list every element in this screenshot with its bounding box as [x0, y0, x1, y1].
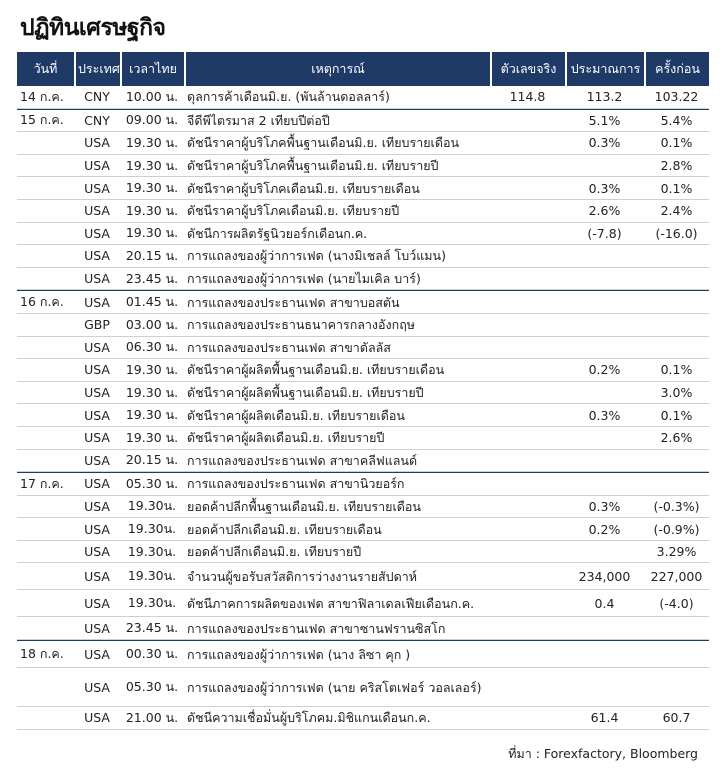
row-actual: [490, 590, 565, 617]
row-event: ดัชนีราคาผู้ผลิตพื้นฐานเดือนมิ.ย. เทียบรายปี: [184, 382, 490, 405]
row-date: [17, 617, 74, 640]
row-actual: 114.8: [490, 86, 565, 109]
source-note: ที่มา : Forexfactory, Bloomberg: [508, 746, 698, 761]
table-row: [17, 518, 709, 541]
row-country: USA: [74, 268, 120, 291]
row-time: 00.30 น.: [120, 640, 184, 668]
row-event: ดัชนีราคาผู้บริโภคเดือนมิ.ย. เทียบรายปี: [184, 200, 490, 223]
table-row: [17, 496, 709, 519]
table-row: [17, 337, 709, 360]
table-row: [17, 450, 709, 473]
row-time: 19.30 น.: [120, 155, 184, 178]
row-country: USA: [74, 337, 120, 360]
row-event: การแถลงของประธานเฟด สาขาคลีฟแลนด์: [184, 450, 490, 473]
row-time: 05.30 น.: [120, 472, 184, 496]
table-row: [17, 132, 709, 155]
row-event: ดัชนีราคาผู้ผลิตเดือนมิ.ย. เทียบรายเดือน: [184, 404, 490, 427]
row-date: [17, 668, 74, 707]
row-previous: (-16.0): [644, 223, 709, 246]
row-time: 23.45 น.: [120, 268, 184, 291]
row-country: GBP: [74, 314, 120, 337]
row-actual: [490, 132, 565, 155]
row-country: USA: [74, 177, 120, 200]
row-event: การแถลงของผู้ว่าการเฟด (นาง ลิซา คุก ): [184, 640, 490, 668]
row-date: [17, 314, 74, 337]
row-time: 19.30 น.: [120, 404, 184, 427]
row-actual: [490, 496, 565, 519]
row-date: [17, 382, 74, 405]
row-actual: [490, 359, 565, 382]
row-date: 18 ก.ค.: [17, 640, 74, 668]
row-actual: [490, 155, 565, 178]
row-date: 14 ก.ค.: [17, 86, 74, 109]
table-row: [17, 177, 709, 200]
table-row: [17, 359, 709, 382]
row-actual: [490, 617, 565, 640]
row-forecast: [565, 314, 644, 337]
row-previous: 3.29%: [644, 541, 709, 564]
row-forecast: 0.4: [565, 590, 644, 617]
row-event: จีดีพีไตรมาส 2 เทียบปีต่อปี: [184, 109, 490, 133]
row-date: [17, 223, 74, 246]
row-previous: 227,000: [644, 563, 709, 590]
row-country: USA: [74, 450, 120, 473]
row-date: [17, 541, 74, 564]
row-date: [17, 359, 74, 382]
row-previous: [644, 450, 709, 473]
table-row: [17, 290, 709, 314]
table-row: [17, 541, 709, 564]
row-previous: [644, 314, 709, 337]
row-country: USA: [74, 132, 120, 155]
row-event: ดัชนีราคาผู้บริโภคเดือนมิ.ย. เทียบรายเดือน: [184, 177, 490, 200]
table-row: [17, 563, 709, 590]
row-time: 06.30 น.: [120, 337, 184, 360]
row-event: การแถลงของประธานเฟด สาขานิวยอร์ก: [184, 472, 490, 496]
row-event: การแถลงของผู้ว่าการเฟด (นางมิเชลล์ โบว์แมน): [184, 245, 490, 268]
row-date: [17, 337, 74, 360]
row-previous: 0.1%: [644, 132, 709, 155]
row-event: ยอดค้าปลีกเดือนมิ.ย. เทียบรายเดือน: [184, 518, 490, 541]
row-forecast: 0.3%: [565, 132, 644, 155]
table-row: [17, 404, 709, 427]
row-time: 10.00 น.: [120, 86, 184, 109]
col-header-event: เหตุการณ์: [184, 52, 490, 86]
row-forecast: 0.3%: [565, 404, 644, 427]
row-time: 19.30 น.: [120, 427, 184, 450]
row-time: 19.30 น.: [120, 382, 184, 405]
row-date: [17, 200, 74, 223]
row-event: จำนวนผู้ขอรับสวัสดิการว่างงานรายสัปดาห์: [184, 563, 490, 590]
row-country: USA: [74, 290, 120, 314]
row-forecast: (-7.8): [565, 223, 644, 246]
row-date: 16 ก.ค.: [17, 290, 74, 314]
row-previous: 60.7: [644, 707, 709, 730]
row-forecast: 61.4: [565, 707, 644, 730]
row-forecast: 0.2%: [565, 518, 644, 541]
row-actual: [490, 223, 565, 246]
row-time: 19.30น.: [120, 563, 184, 590]
row-actual: [490, 200, 565, 223]
row-date: [17, 177, 74, 200]
row-date: [17, 427, 74, 450]
row-forecast: [565, 155, 644, 178]
row-time: 19.30น.: [120, 541, 184, 564]
table-row: [17, 427, 709, 450]
row-event: ดัชนีการผลิตรัฐนิวยอร์กเดือนก.ค.: [184, 223, 490, 246]
row-event: ยอดค้าปลีกเดือนมิ.ย. เทียบรายปี: [184, 541, 490, 564]
row-forecast: [565, 668, 644, 707]
row-time: 20.15 น.: [120, 450, 184, 473]
row-time: 01.45 น.: [120, 290, 184, 314]
row-country: USA: [74, 707, 120, 730]
row-time: 05.30 น.: [120, 668, 184, 707]
table-row: [17, 109, 709, 133]
row-event: การแถลงของผู้ว่าการเฟด (นาย คริสโตเฟอร์ วอลเลอร์): [184, 668, 490, 707]
table-row: [17, 155, 709, 178]
row-country: USA: [74, 563, 120, 590]
row-actual: [490, 640, 565, 668]
row-event: ดัชนีภาคการผลิตของเฟด สาขาฟิลาเดลเฟียเดือนก.ค.: [184, 590, 490, 617]
row-forecast: [565, 450, 644, 473]
row-forecast: 2.6%: [565, 200, 644, 223]
table-header-row: [17, 52, 709, 86]
row-forecast: [565, 640, 644, 668]
table-row: [17, 472, 709, 496]
row-previous: [644, 617, 709, 640]
row-time: 19.30 น.: [120, 359, 184, 382]
row-time: 21.00 น.: [120, 707, 184, 730]
row-previous: 103.22: [644, 86, 709, 109]
row-forecast: [565, 245, 644, 268]
col-header-actual: ตัวเลขจริง: [490, 52, 565, 86]
row-previous: 3.0%: [644, 382, 709, 405]
row-time: 19.30น.: [120, 518, 184, 541]
row-previous: (-0.9%): [644, 518, 709, 541]
row-event: การแถลงของประธานเฟด สาขาซานฟรานซิสโก: [184, 617, 490, 640]
row-time: 19.30 น.: [120, 223, 184, 246]
row-previous: [644, 472, 709, 496]
row-date: [17, 404, 74, 427]
col-header-country: ประเทศ: [74, 52, 120, 86]
row-forecast: 234,000: [565, 563, 644, 590]
row-time: 09.00 น.: [120, 109, 184, 133]
row-country: USA: [74, 496, 120, 519]
row-previous: [644, 337, 709, 360]
row-time: 03.00 น.: [120, 314, 184, 337]
row-date: [17, 155, 74, 178]
row-country: USA: [74, 668, 120, 707]
row-date: 17 ก.ค.: [17, 472, 74, 496]
row-forecast: [565, 382, 644, 405]
row-event: การแถลงของผู้ว่าการเฟด (นายไมเคิล บาร์): [184, 268, 490, 291]
table-row: [17, 314, 709, 337]
row-previous: [644, 668, 709, 707]
row-forecast: [565, 472, 644, 496]
col-header-forecast: ประมาณการ: [565, 52, 644, 86]
row-time: 19.30น.: [120, 496, 184, 519]
row-actual: [490, 707, 565, 730]
row-country: USA: [74, 640, 120, 668]
row-actual: [490, 518, 565, 541]
row-previous: 0.1%: [644, 404, 709, 427]
row-time: 19.30 น.: [120, 177, 184, 200]
row-event: การแถลงของประธานเฟด สาขาดัลลัส: [184, 337, 490, 360]
table-row: [17, 245, 709, 268]
row-date: [17, 707, 74, 730]
table-row: [17, 640, 709, 668]
row-previous: [644, 245, 709, 268]
table-row: [17, 86, 709, 109]
row-country: USA: [74, 472, 120, 496]
row-actual: [490, 177, 565, 200]
row-previous: (-4.0): [644, 590, 709, 617]
table-row: [17, 200, 709, 223]
table-row: [17, 268, 709, 291]
row-date: [17, 590, 74, 617]
col-header-time: เวลาไทย: [120, 52, 184, 86]
row-actual: [490, 668, 565, 707]
row-event: ดัชนีราคาผู้บริโภคพื้นฐานเดือนมิ.ย. เทียบรายเดือน: [184, 132, 490, 155]
row-time: 20.15 น.: [120, 245, 184, 268]
row-date: [17, 268, 74, 291]
row-actual: [490, 541, 565, 564]
col-header-date: วันที่: [17, 52, 74, 86]
row-previous: 0.1%: [644, 359, 709, 382]
row-actual: [490, 245, 565, 268]
row-actual: [490, 268, 565, 291]
row-previous: 5.4%: [644, 109, 709, 133]
row-actual: [490, 563, 565, 590]
row-forecast: [565, 290, 644, 314]
row-country: USA: [74, 223, 120, 246]
row-forecast: [565, 617, 644, 640]
row-country: USA: [74, 200, 120, 223]
row-previous: [644, 268, 709, 291]
row-forecast: [565, 337, 644, 360]
row-country: USA: [74, 359, 120, 382]
row-previous: 2.4%: [644, 200, 709, 223]
row-country: USA: [74, 382, 120, 405]
table-row: [17, 590, 709, 617]
row-country: USA: [74, 245, 120, 268]
row-forecast: 5.1%: [565, 109, 644, 133]
table-row: [17, 668, 709, 707]
row-country: USA: [74, 404, 120, 427]
table-body: [17, 86, 709, 730]
row-actual: [490, 290, 565, 314]
row-country: USA: [74, 617, 120, 640]
row-country: USA: [74, 590, 120, 617]
row-actual: [490, 382, 565, 405]
row-date: [17, 450, 74, 473]
row-date: 15 ก.ค.: [17, 109, 74, 133]
row-time: 19.30 น.: [120, 200, 184, 223]
row-country: USA: [74, 541, 120, 564]
table-row: [17, 617, 709, 640]
row-actual: [490, 337, 565, 360]
row-actual: [490, 109, 565, 133]
row-previous: (-0.3%): [644, 496, 709, 519]
row-event: การแถลงของประธานธนาคารกลางอังกฤษ: [184, 314, 490, 337]
row-actual: [490, 404, 565, 427]
row-event: ดุลการค้าเดือนมิ.ย. (พันล้านดอลลาร์): [184, 86, 490, 109]
row-forecast: [565, 541, 644, 564]
row-event: ดัชนีราคาผู้ผลิตเดือนมิ.ย. เทียบรายปี: [184, 427, 490, 450]
row-actual: [490, 314, 565, 337]
row-previous: [644, 290, 709, 314]
row-actual: [490, 450, 565, 473]
row-event: ดัชนีความเชื่อมั่นผู้บริโภคม.มิชิแกนเดือนก.ค.: [184, 707, 490, 730]
row-event: ดัชนีราคาผู้บริโภคพื้นฐานเดือนมิ.ย. เทียบรายปี: [184, 155, 490, 178]
table-row: [17, 382, 709, 405]
row-time: 19.30 น.: [120, 132, 184, 155]
table-row: [17, 707, 709, 730]
row-time: 19.30น.: [120, 590, 184, 617]
row-forecast: 0.3%: [565, 496, 644, 519]
row-actual: [490, 472, 565, 496]
row-forecast: [565, 427, 644, 450]
row-forecast: 113.2: [565, 86, 644, 109]
row-event: ดัชนีราคาผู้ผลิตพื้นฐานเดือนมิ.ย. เทียบรายเดือน: [184, 359, 490, 382]
row-country: USA: [74, 518, 120, 541]
row-country: CNY: [74, 109, 120, 133]
row-date: [17, 563, 74, 590]
row-event: การแถลงของประธานเฟด สาขาบอสตัน: [184, 290, 490, 314]
row-previous: 2.8%: [644, 155, 709, 178]
table-row: [17, 223, 709, 246]
row-country: USA: [74, 155, 120, 178]
row-date: [17, 518, 74, 541]
row-previous: 0.1%: [644, 177, 709, 200]
row-actual: [490, 427, 565, 450]
economic-calendar-table: [17, 52, 709, 730]
row-date: [17, 245, 74, 268]
row-country: USA: [74, 427, 120, 450]
row-country: CNY: [74, 86, 120, 109]
row-time: 23.45 น.: [120, 617, 184, 640]
row-event: ยอดค้าปลีกพื้นฐานเดือนมิ.ย. เทียบรายเดือน: [184, 496, 490, 519]
row-forecast: [565, 268, 644, 291]
row-date: [17, 132, 74, 155]
row-forecast: 0.3%: [565, 177, 644, 200]
col-header-previous: ครั้งก่อน: [644, 52, 709, 86]
page-title: ปฏิทินเศรษฐกิจ: [20, 15, 166, 41]
row-forecast: 0.2%: [565, 359, 644, 382]
row-date: [17, 496, 74, 519]
row-previous: 2.6%: [644, 427, 709, 450]
row-previous: [644, 640, 709, 668]
